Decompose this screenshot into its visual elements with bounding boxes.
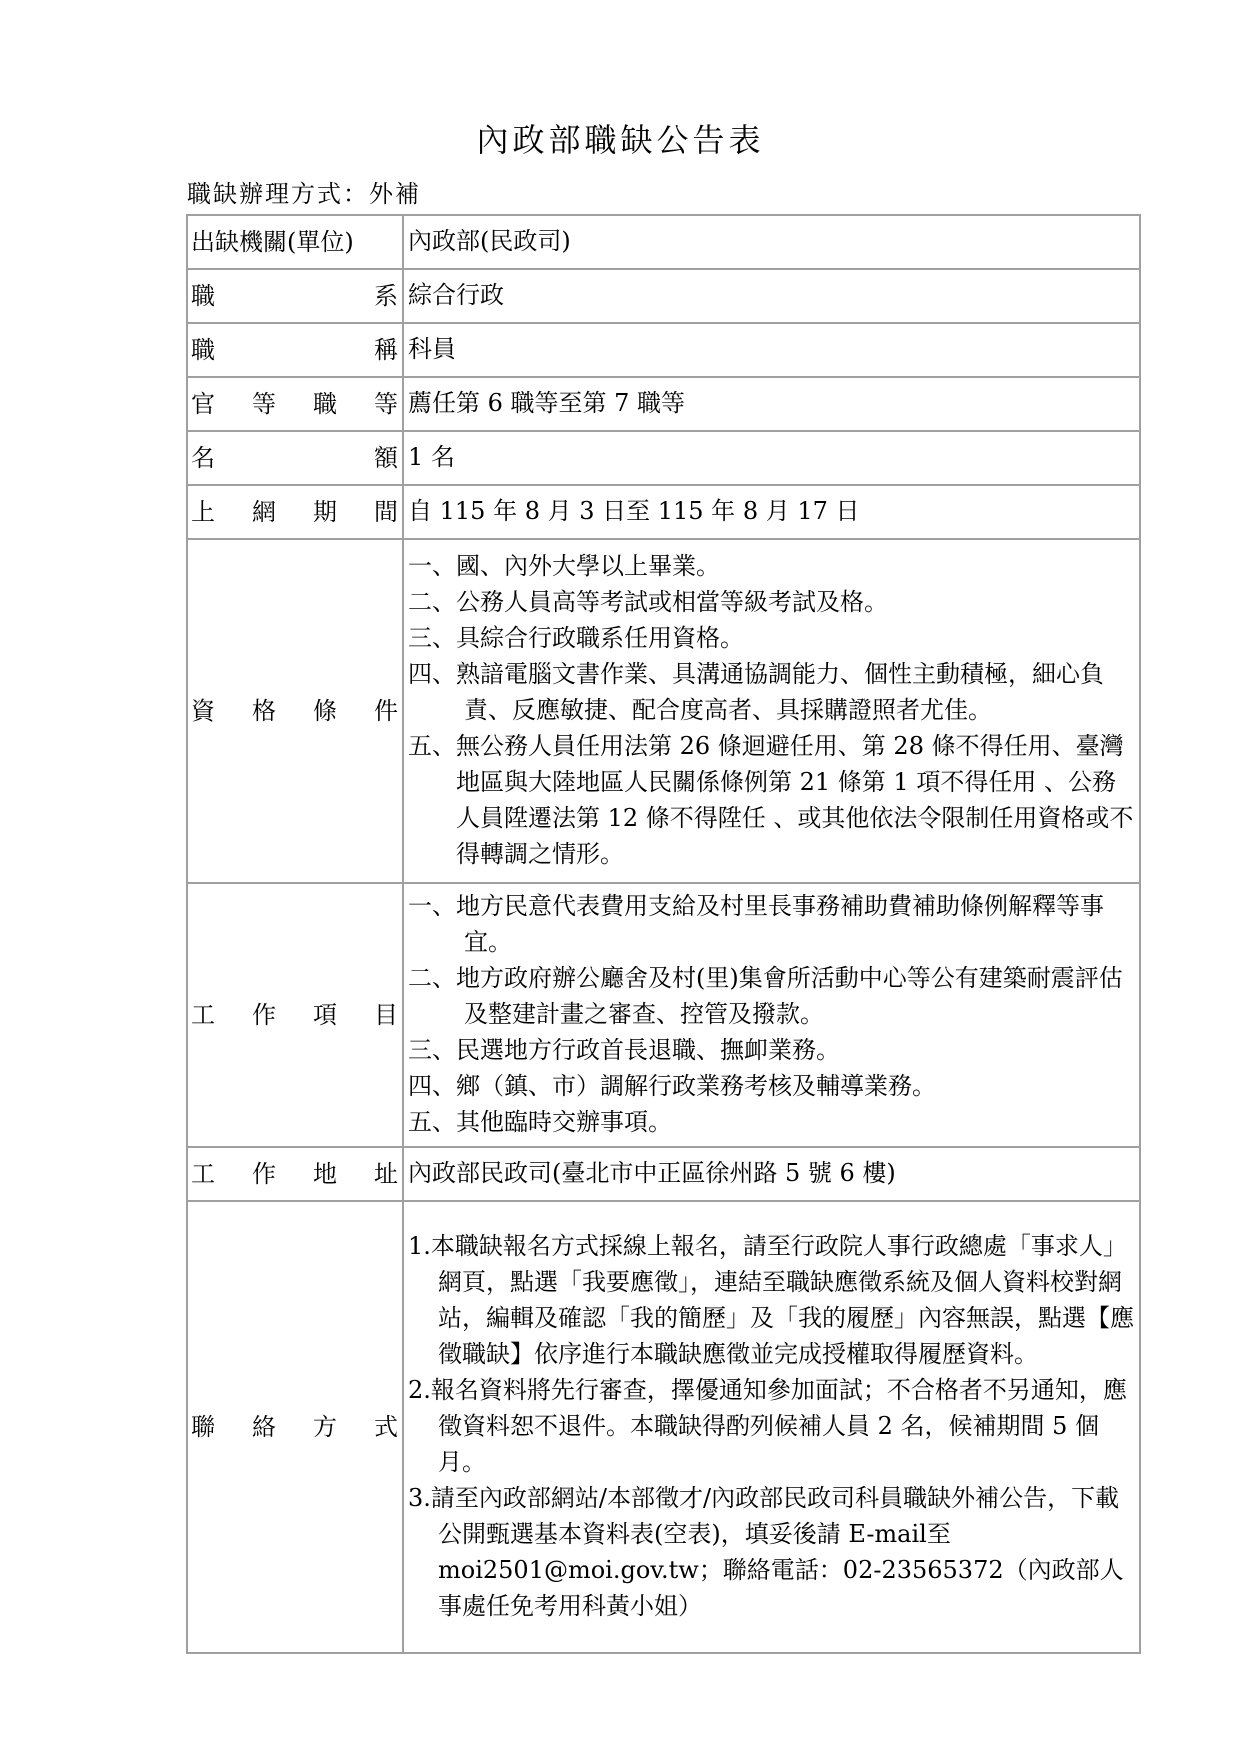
row-value: [403, 1147, 1140, 1201]
value-job-title: 科員: [408, 335, 456, 363]
row-value: [403, 539, 1140, 883]
row-value: [403, 1201, 1140, 1653]
duty-item: 二、地方政府辦公廳舍及村(里)集會所活動中心等公有建築耐震評估及整建計畫之審查、控管及撥款。: [408, 964, 1123, 1028]
qualification-item: 二、公務人員高等考試或相當等級考試及格。: [408, 588, 888, 616]
page-title: 內政部職缺公告表: [476, 121, 765, 159]
qualification-item: 一、國、內外大學以上畢業。: [408, 552, 720, 580]
table-row: [187, 883, 1140, 1147]
contact-item: 3.請至內政部網站/本部徵才/內政部民政司科員職缺外補公告，下載公開甄選基本資料表(空表)，填妥後請 E-mail至 moi2501@moi.gov.tw；聯絡電話：02-23565372（內政部人事處任免考用科黃小姐）: [408, 1484, 1124, 1620]
qualification-item: 三、具綜合行政職系任用資格。: [408, 624, 744, 652]
table-row: [187, 323, 1140, 377]
value-posting-period: 自 115 年 8 月 3 日至 115 年 8 月 17 日: [408, 497, 860, 525]
duty-item: 五、其他臨時交辦事項。: [408, 1108, 672, 1136]
table-row: [187, 431, 1140, 485]
row-value: [403, 431, 1140, 485]
row-value: [403, 883, 1140, 1147]
row-label: [187, 1147, 403, 1201]
table-row: [187, 539, 1140, 883]
label-qualifications: 資 格 條 件: [191, 697, 398, 725]
label-quota: 名 額: [191, 444, 398, 472]
value-address: 內政部民政司(臺北市中正區徐州路 5 號 6 樓): [408, 1159, 896, 1187]
value-grade: 薦任第 6 職等至第 7 職等: [408, 389, 686, 417]
contact-item: 1.本職缺報名方式採線上報名，請至行政院人事行政總處「事求人」網頁，點選「我要應徵」，連結至職缺應徵系統及個人資料校對網站，編輯及確認「我的簡歷」及「我的履歷」內容無誤，點選【應徵職缺】依序進行本職缺應徵並完成授權取得履歷資料。: [408, 1232, 1134, 1368]
row-label: [187, 269, 403, 323]
value-quota: 1 名: [408, 443, 455, 471]
row-value: [403, 485, 1140, 539]
row-label: [187, 323, 403, 377]
label-duties: 工 作 項 目: [191, 1001, 398, 1029]
table-row: [187, 269, 1140, 323]
duty-item: 四、鄉（鎮、市）調解行政業務考核及輔導業務。: [408, 1072, 936, 1100]
row-value: [403, 323, 1140, 377]
label-posting-period: 上 網 期 間: [191, 498, 398, 526]
label-job-title: 職 稱: [191, 336, 398, 364]
row-value: [403, 269, 1140, 323]
duty-item: 三、民選地方行政首長退職、撫卹業務。: [408, 1036, 840, 1064]
qualification-item: 四、熟諳電腦文書作業、具溝通協調能力、個性主動積極，細心負責、反應敏捷、配合度高者、具採購證照者尤佳。: [408, 660, 1104, 724]
table-row: [187, 1147, 1140, 1201]
qualification-item: 五、無公務人員任用法第 26 條迴避任用、第 28 條不得任用、臺灣地區與大陸地區人民關係條例第 21 條第 1 項不得任用 、公務人員陞遷法第 12 條不得陞任 、或其他依法令限制任用資格或不得轉調之情形。: [408, 732, 1134, 868]
row-label: [187, 539, 403, 883]
label-job-series: 職 系: [191, 282, 398, 310]
contact-item: 2.報名資料將先行審查，擇優通知參加面試；不合格者不另通知，應徵資料恕不退件。本職缺得酌列候補人員 2 名，候補期間 5 個月。: [408, 1376, 1127, 1476]
label-grade: 官 等 職 等: [191, 390, 398, 418]
row-label: [187, 215, 403, 269]
label-contact: 聯 絡 方 式: [191, 1413, 398, 1441]
row-label: [187, 431, 403, 485]
table-row: [187, 1201, 1140, 1653]
table-row: [187, 485, 1140, 539]
table-row: [187, 377, 1140, 431]
row-value: [403, 377, 1140, 431]
label-address: 工 作 地 址: [191, 1160, 398, 1188]
row-label: [187, 1201, 403, 1653]
table-row: [187, 215, 1140, 269]
row-value: [403, 215, 1140, 269]
row-label: [187, 377, 403, 431]
row-label: [187, 485, 403, 539]
value-job-series: 綜合行政: [408, 281, 504, 309]
vacancy-method: 職缺辦理方式：外補: [187, 180, 421, 208]
value-agency: 內政部(民政司): [408, 227, 571, 255]
label-agency: 出缺機關(單位): [191, 228, 354, 256]
duty-item: 一、地方民意代表費用支給及村里長事務補助費補助條例解釋等事宜。: [408, 892, 1104, 956]
row-label: [187, 883, 403, 1147]
vacancy-table: [186, 214, 1141, 1654]
